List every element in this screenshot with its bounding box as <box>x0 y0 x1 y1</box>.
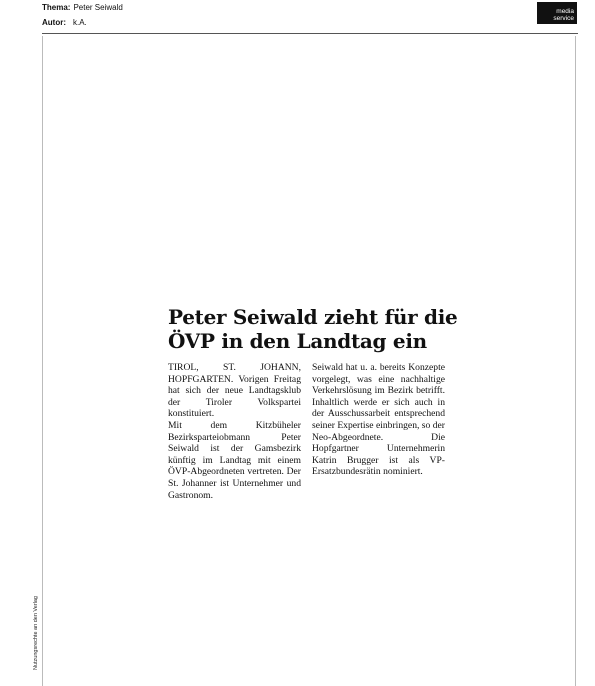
headline-line-2: ÖVP in den Landtag ein <box>168 329 427 353</box>
article-column-left <box>168 362 301 501</box>
rights-note: Nutzungsrechte an den Verlag <box>33 596 39 670</box>
media-service-logo <box>537 2 577 24</box>
logo-line-2: service <box>553 15 574 22</box>
autor-value: k.A. <box>73 18 87 27</box>
thema-value: Peter Seiwald <box>73 3 123 12</box>
autor-row <box>42 18 87 28</box>
headline-line-1: Peter Seiwald zieht für die <box>168 305 458 329</box>
article-column-right <box>312 362 445 478</box>
column-left-paragraph-1: TIROL, ST. JOHANN, HOPFGARTEN. Vorigen Freitag hat sich der neue Landtagsklub der Tiroler Volkspartei konstituiert. <box>168 362 301 420</box>
autor-label: Autor: <box>42 18 66 27</box>
thema-row <box>42 3 123 13</box>
article-headline <box>168 305 458 353</box>
column-right-paragraph-1: Seiwald hat u. a. bereits Konzepte vorgelegt, was eine nachhaltige Verkehrslösung im Bezirk betrifft. Inhaltlich werde er sich auch in der Ausschussarbeit entsprechend seiner Expertise einbringen, so der Neo-Abgeordnete. Die Hopfgartner Unternehmerin Katrin Brugger ist als VP-Ersatzbundesrätin nominiert. <box>312 362 445 478</box>
column-left-paragraph-2: Mit dem Kitzbüheler Bezirksparteiobmann Peter Seiwald ist der Gamsbezirk künftig im Landtag mit einem ÖVP-Abgeordneten vertreten. Der St. Johanner ist Unternehmer und Gastronom. <box>168 419 301 501</box>
thema-label: Thema: <box>42 3 71 12</box>
page-frame <box>42 36 576 686</box>
header-divider <box>42 33 578 34</box>
logo-line-1: media <box>556 8 574 15</box>
